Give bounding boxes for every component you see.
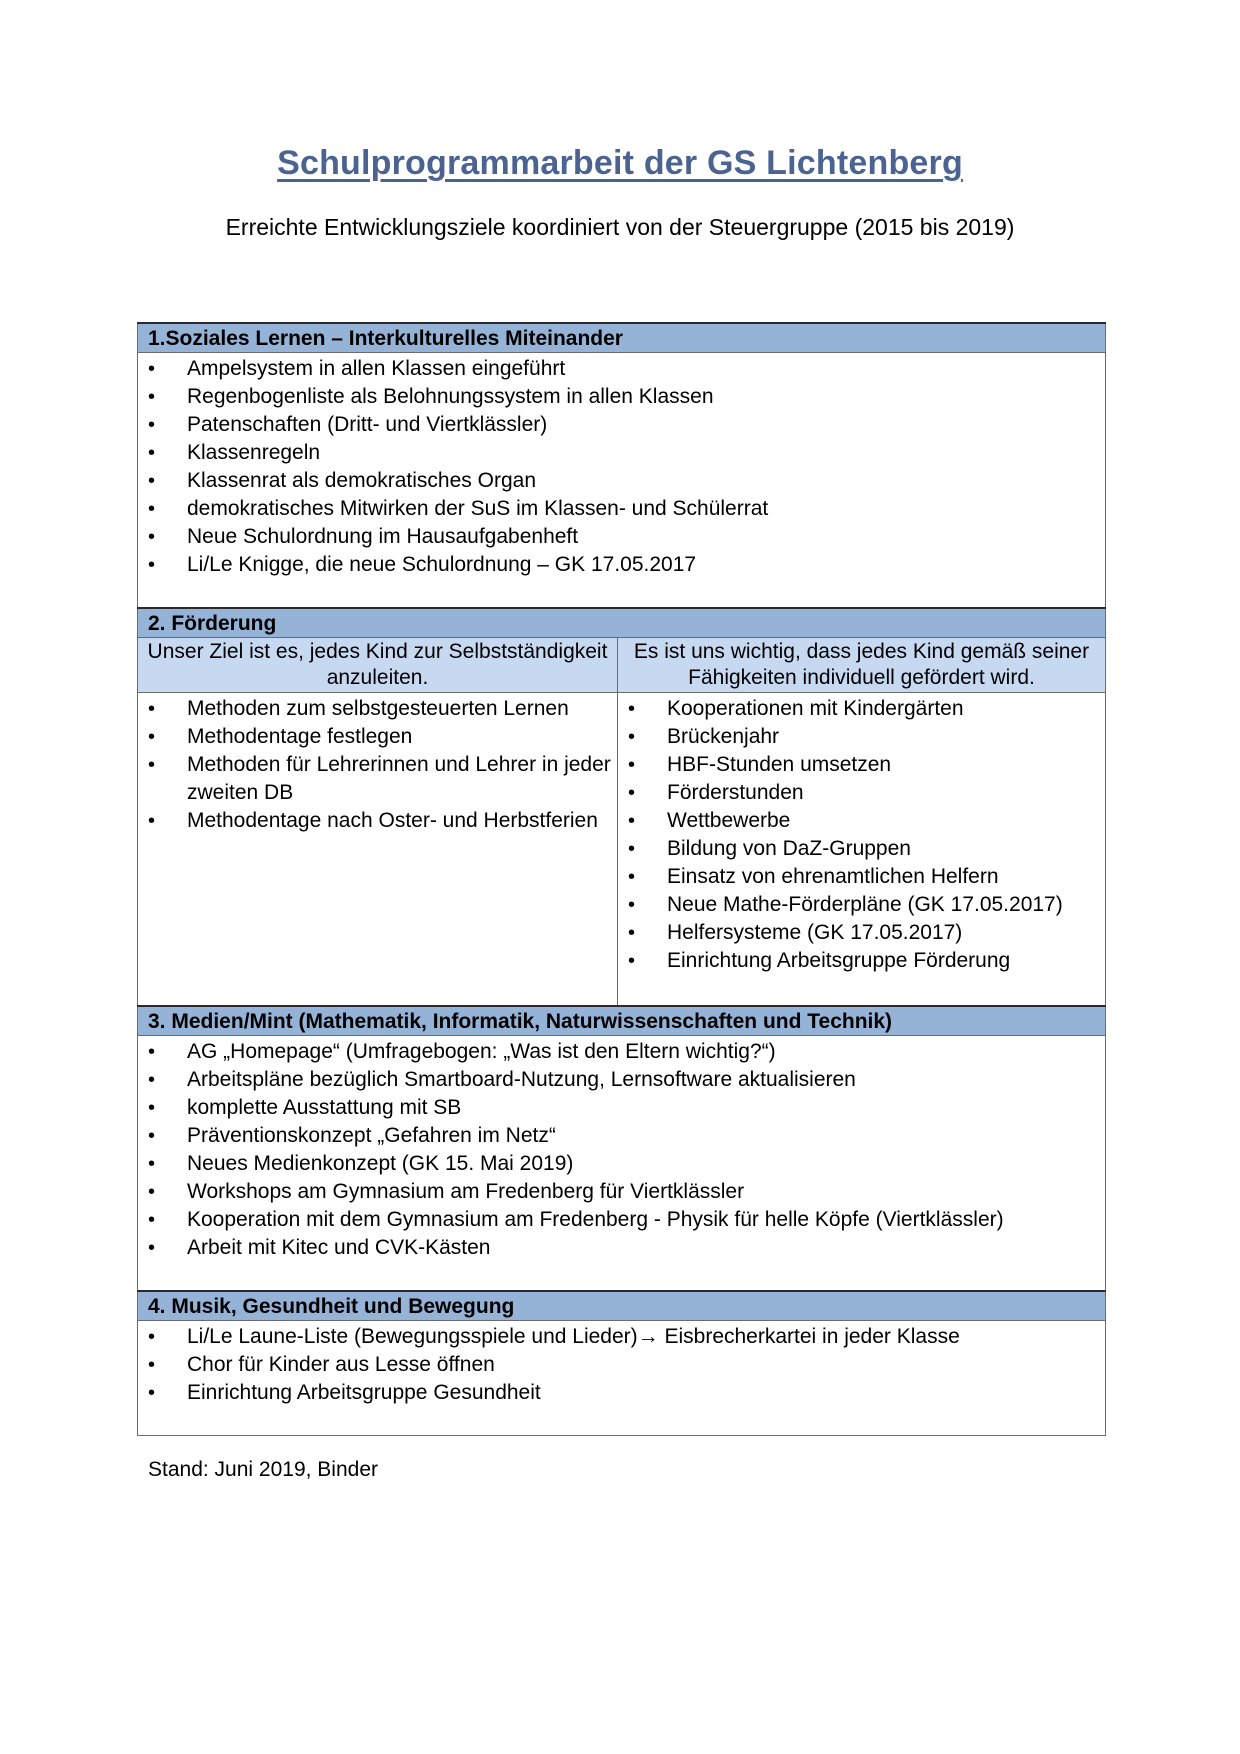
list-item: • Patenschaften (Dritt- und Viertklässler): [138, 411, 1105, 439]
section-body-row: [138, 1036, 1106, 1292]
list-item: • Wettbewerbe: [618, 807, 1105, 835]
list-item: • AG „Homepage“ (Umfragebogen: „Was ist den Eltern wichtig?“): [138, 1038, 1105, 1066]
list-item: • Klassenrat als demokratisches Organ: [138, 467, 1105, 495]
list-item: • Einrichtung Arbeitsgruppe Förderung: [618, 947, 1105, 975]
column-right-items: [618, 693, 1106, 1007]
list-item: • Li/Le Laune-Liste (Bewegungsspiele und Lieder)→ Eisbrecherkartei in jeder Klasse: [138, 1323, 1105, 1351]
column-left-items: [138, 693, 618, 1007]
list-item: • demokratisches Mitwirken der SuS im Klassen- und Schülerrat: [138, 495, 1105, 523]
list-item: • Neues Medienkonzept (GK 15. Mai 2019): [138, 1150, 1105, 1178]
sub-header-row: [138, 638, 1106, 693]
item-list: [138, 693, 617, 835]
list-item: • Kooperationen mit Kindergärten: [618, 695, 1105, 723]
list-item: • Methoden zum selbstgesteuerten Lernen: [138, 695, 617, 723]
section-header-row: [138, 323, 1106, 353]
list-item: • Förderstunden: [618, 779, 1105, 807]
section-heading-musik-gesundheit: 4. Musik, Gesundheit und Bewegung: [138, 1291, 1106, 1321]
sub-heading-individuell-gefoerdert: Es ist uns wichtig, dass jedes Kind gemäß seiner Fähigkeiten individuell gefördert wird.: [618, 638, 1106, 693]
list-item: • Methoden für Lehrerinnen und Lehrer in jeder zweiten DB: [138, 751, 617, 807]
section-heading-foerderung: 2. Förderung: [138, 608, 1106, 638]
list-item: • Workshops am Gymnasium am Fredenberg für Viertklässler: [138, 1178, 1105, 1206]
list-item: • Klassenregeln: [138, 439, 1105, 467]
document-subtitle: Erreichte Entwicklungsziele koordiniert von der Steuergruppe (2015 bis 2019): [225, 214, 1015, 240]
list-item: • Neue Mathe-Förderpläne (GK 17.05.2017): [618, 891, 1105, 919]
item-list: [138, 353, 1105, 579]
status-footer: Stand: Juni 2019, Binder: [148, 1458, 378, 1481]
list-item: • Helfersysteme (GK 17.05.2017): [618, 919, 1105, 947]
item-list: [618, 693, 1105, 975]
list-item: • Einsatz von ehrenamtlichen Helfern: [618, 863, 1105, 891]
section-body-row: [138, 693, 1106, 1007]
section-header-row: [138, 608, 1106, 638]
list-item: • Regenbogenliste als Belohnungssystem in allen Klassen: [138, 383, 1105, 411]
list-item: • Methodentage nach Oster- und Herbstferien: [138, 807, 617, 835]
section-header-row: [138, 1291, 1106, 1321]
item-list: [138, 1036, 1105, 1262]
list-item: • Ampelsystem in allen Klassen eingeführt: [138, 355, 1105, 383]
document-title: Schulprogrammarbeit der GS Lichtenberg: [277, 144, 963, 182]
list-item: • Arbeitspläne bezüglich Smartboard-Nutzung, Lernsoftware aktualisieren: [138, 1066, 1105, 1094]
sub-heading-selbststaendigkeit: Unser Ziel ist es, jedes Kind zur Selbstständigkeit anzuleiten.: [138, 638, 618, 693]
section-heading-soziales-lernen: 1.Soziales Lernen – Interkulturelles Miteinander: [138, 323, 1106, 353]
list-item: • Neue Schulordnung im Hausaufgabenheft: [138, 523, 1105, 551]
list-item: • Li/Le Knigge, die neue Schulordnung – GK 17.05.2017: [138, 551, 1105, 579]
section-body-medien-mint: [138, 1036, 1106, 1292]
list-item: • Bildung von DaZ-Gruppen: [618, 835, 1105, 863]
list-item: • Chor für Kinder aus Lesse öffnen: [138, 1351, 1105, 1379]
item-list: [138, 1321, 1105, 1407]
section-heading-medien-mint: 3. Medien/Mint (Mathematik, Informatik, Naturwissenschaften und Technik): [138, 1006, 1106, 1036]
list-item: • Einrichtung Arbeitsgruppe Gesundheit: [138, 1379, 1105, 1407]
section-body-soziales-lernen: [138, 353, 1106, 609]
list-item: • Methodentage festlegen: [138, 723, 617, 751]
list-item: • komplette Ausstattung mit SB: [138, 1094, 1105, 1122]
list-item: • Arbeit mit Kitec und CVK-Kästen: [138, 1234, 1105, 1262]
goals-table: [137, 322, 1106, 1436]
section-body-row: [138, 1321, 1106, 1436]
section-body-musik-gesundheit: [138, 1321, 1106, 1436]
list-item: • Kooperation mit dem Gymnasium am Fredenberg - Physik für helle Köpfe (Viertklässler): [138, 1206, 1105, 1234]
list-item: • HBF-Stunden umsetzen: [618, 751, 1105, 779]
list-item: • Brückenjahr: [618, 723, 1105, 751]
list-item: • Präventionskonzept „Gefahren im Netz“: [138, 1122, 1105, 1150]
section-body-row: [138, 353, 1106, 609]
section-header-row: [138, 1006, 1106, 1036]
